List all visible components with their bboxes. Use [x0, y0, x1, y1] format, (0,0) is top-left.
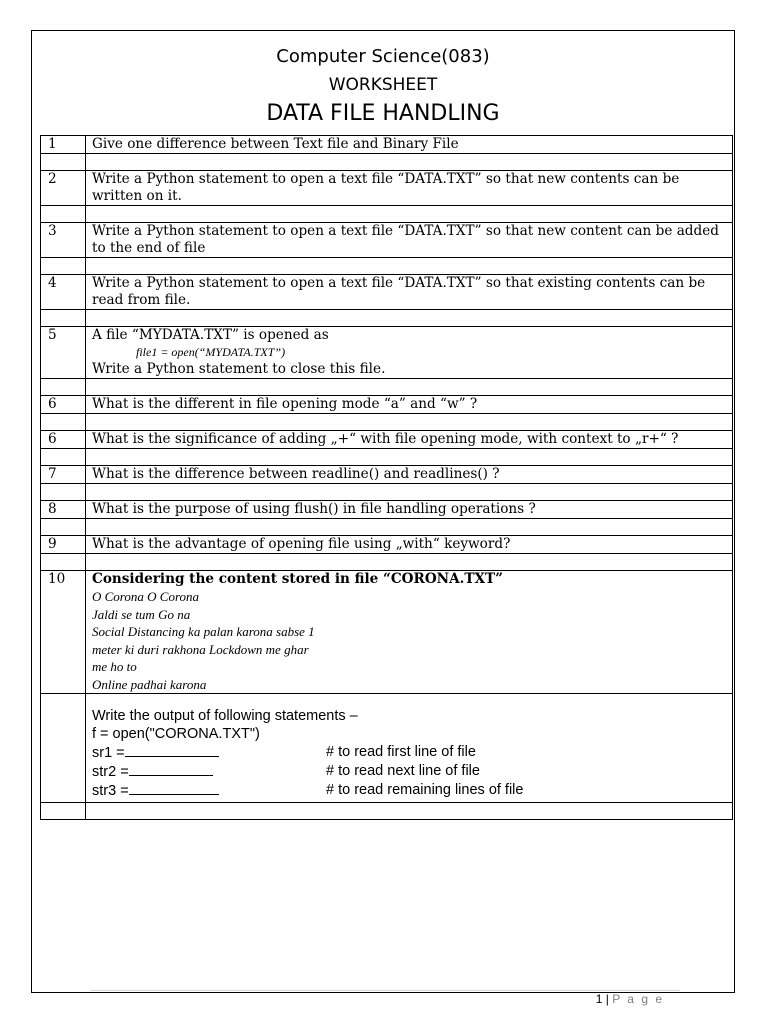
- question-text: Write a Python statement to open a text file “DATA.TXT” so that existing contents can be read from file.: [86, 275, 733, 310]
- footer-divider: [90, 990, 680, 991]
- question-number: 1: [41, 136, 86, 154]
- var-label: str3 =: [92, 783, 129, 799]
- var-label: sr1 =: [92, 745, 125, 761]
- answer-blank: [129, 762, 213, 776]
- answer-blank: [129, 781, 219, 795]
- output-cell: [86, 694, 733, 803]
- poem-line: me ho to: [92, 659, 137, 674]
- question-number: 6: [41, 396, 86, 414]
- answer-row: [41, 310, 733, 327]
- question-row: [41, 223, 733, 258]
- footer-separator: |: [605, 992, 609, 1006]
- page-number: 1: [595, 992, 603, 1006]
- question-cell: [86, 571, 733, 694]
- answer-row: [41, 484, 733, 501]
- question-text: What is the difference between readline() and readlines() ?: [86, 466, 733, 484]
- question-row: [41, 571, 733, 694]
- question-text: What is the purpose of using flush() in file handling operations ?: [86, 501, 733, 519]
- poem-line: Jaldi se tum Go na: [92, 606, 191, 622]
- code-comment: # to read remaining lines of file: [326, 782, 524, 798]
- output-line: [92, 762, 726, 781]
- question-row: [41, 171, 733, 206]
- topic-title: DATA FILE HANDLING: [266, 101, 500, 126]
- question-row: [41, 466, 733, 484]
- question-text: Write a Python statement to open a text file “DATA.TXT” so that new content can be added to the end of file: [86, 223, 733, 258]
- poem-line: Online padhai karona: [92, 676, 207, 692]
- question-number: 6: [41, 431, 86, 449]
- answer-row: [41, 414, 733, 431]
- page-label: P a g e: [612, 992, 664, 1006]
- question-number: 10: [41, 571, 86, 694]
- question-row: [41, 501, 733, 519]
- question-number: 8: [41, 501, 86, 519]
- question-number: 9: [41, 536, 86, 554]
- output-row: [41, 694, 733, 803]
- question-text-continued: Write a Python statement to close this file.: [92, 361, 386, 377]
- question-number: 4: [41, 275, 86, 310]
- question-row: [41, 327, 733, 379]
- code-snippet: file1 = open(“MYDATA.TXT”): [136, 345, 286, 359]
- output-line: [92, 743, 726, 762]
- answer-row: [41, 554, 733, 571]
- code-comment: # to read first line of file: [326, 744, 476, 760]
- question-text: What is the different in file opening mode “a” and “w” ?: [86, 396, 733, 414]
- answer-row: [41, 154, 733, 171]
- answer-row: [41, 449, 733, 466]
- question-text: Write a Python statement to open a text file “DATA.TXT” so that new contents can be written on it.: [86, 171, 733, 206]
- open-statement: f = open("CORONA.TXT"): [92, 726, 260, 742]
- question-text: What is the advantage of opening file using „with“ keyword?: [86, 536, 733, 554]
- question-row: [41, 536, 733, 554]
- output-line: [92, 781, 726, 800]
- question-cell: [86, 327, 733, 379]
- question-number: 2: [41, 171, 86, 206]
- questions-table: [40, 135, 733, 820]
- question-row: [41, 431, 733, 449]
- question-text: What is the significance of adding „+“ with file opening mode, with context to „r+“ ?: [86, 431, 733, 449]
- question-text: Considering the content stored in file “CORONA.TXT”: [92, 571, 503, 587]
- poem-line: meter ki duri rakhona Lockdown me ghar: [92, 641, 309, 657]
- question-text: Give one difference between Text file and Binary File: [86, 136, 733, 154]
- question-row: [41, 136, 733, 154]
- answer-row: [41, 206, 733, 223]
- worksheet-label: WORKSHEET: [328, 75, 438, 95]
- poem-line: Social Distancing ka palan karona sabse 1: [92, 624, 315, 639]
- question-number: 7: [41, 466, 86, 484]
- question-row: [41, 275, 733, 310]
- question-number: 5: [41, 327, 86, 379]
- question-row: [41, 396, 733, 414]
- var-label: str2 =: [92, 764, 129, 780]
- output-intro: Write the output of following statements –: [92, 708, 358, 724]
- subject-title: Computer Science(083): [276, 46, 490, 67]
- question-number: 3: [41, 223, 86, 258]
- page-footer: [596, 992, 664, 1006]
- answer-row: [41, 803, 733, 820]
- answer-blank: [125, 743, 219, 757]
- question-text: A file “MYDATA.TXT” is opened as: [92, 327, 329, 343]
- poem-line: O Corona O Corona: [92, 589, 200, 604]
- code-comment: # to read next line of file: [326, 763, 480, 779]
- answer-row: [41, 379, 733, 396]
- answer-row: [41, 519, 733, 536]
- answer-row: [41, 258, 733, 275]
